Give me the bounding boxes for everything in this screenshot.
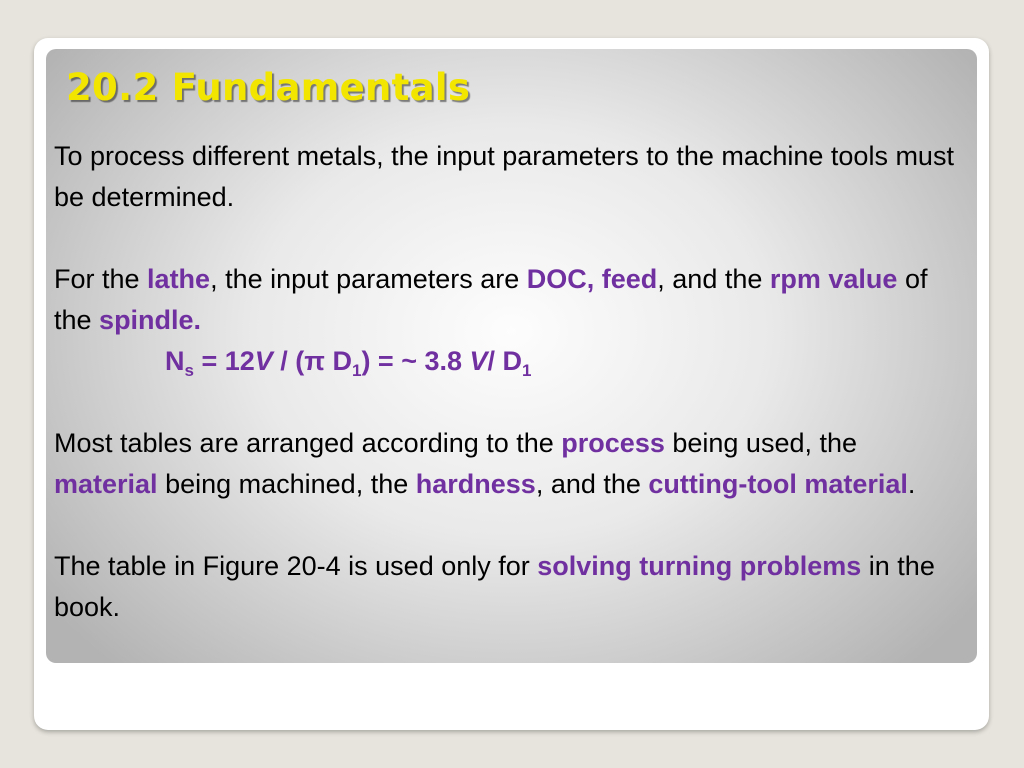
keyword-lathe: lathe: [147, 264, 211, 294]
text: being used, the: [664, 428, 858, 458]
paragraph-lathe: [54, 259, 964, 341]
formula-part: D: [324, 346, 352, 376]
keyword-rpm-value: rpm value: [769, 264, 898, 294]
spindle-speed-formula: [54, 341, 964, 382]
text: .: [907, 469, 916, 499]
paragraph-figure: [54, 546, 964, 628]
formula-part: / (: [272, 346, 305, 376]
keyword-solving-turning-problems: solving turning problems: [537, 551, 862, 581]
text: , the input parameters are: [210, 264, 527, 294]
formula-subscript-1: 1: [351, 361, 362, 380]
text: in the book.: [54, 551, 935, 622]
formula-pi: π: [304, 346, 325, 376]
text: The table in Figure 20-4 is used only for: [54, 551, 538, 581]
keyword-doc-feed: DOC, feed: [526, 264, 658, 294]
formula-velocity: V: [254, 346, 273, 376]
formula-part: = 12: [193, 346, 255, 376]
formula-subscript-1: 1: [522, 361, 532, 380]
paragraph-intro: To process different metals, the input parameters to the machine tools must be determined.: [54, 141, 954, 212]
spacer: [54, 218, 964, 259]
text: , and the: [535, 469, 649, 499]
text: , and the: [657, 264, 770, 294]
keyword-process: process: [561, 428, 665, 458]
spacer: [54, 505, 964, 546]
slide-body: [54, 136, 964, 628]
formula-part: ) = ~ 3.8: [361, 346, 470, 376]
formula-part: / D: [487, 346, 523, 376]
slide-title: 20.2 Fundamentals: [66, 66, 471, 109]
text: For the: [54, 264, 148, 294]
formula-velocity: V: [469, 346, 488, 376]
text: being machined, the: [157, 469, 416, 499]
keyword-cutting-tool-material: cutting-tool material: [648, 469, 908, 499]
spacer: [54, 382, 964, 423]
text: of the: [54, 264, 928, 335]
formula-n: N: [165, 346, 185, 376]
text: Most tables are arranged according to the: [54, 428, 562, 458]
keyword-material: material: [54, 469, 158, 499]
keyword-spindle: spindle.: [99, 305, 202, 335]
keyword-hardness: hardness: [415, 469, 536, 499]
formula-subscript-s: s: [184, 361, 194, 380]
paragraph-tables: [54, 423, 964, 505]
